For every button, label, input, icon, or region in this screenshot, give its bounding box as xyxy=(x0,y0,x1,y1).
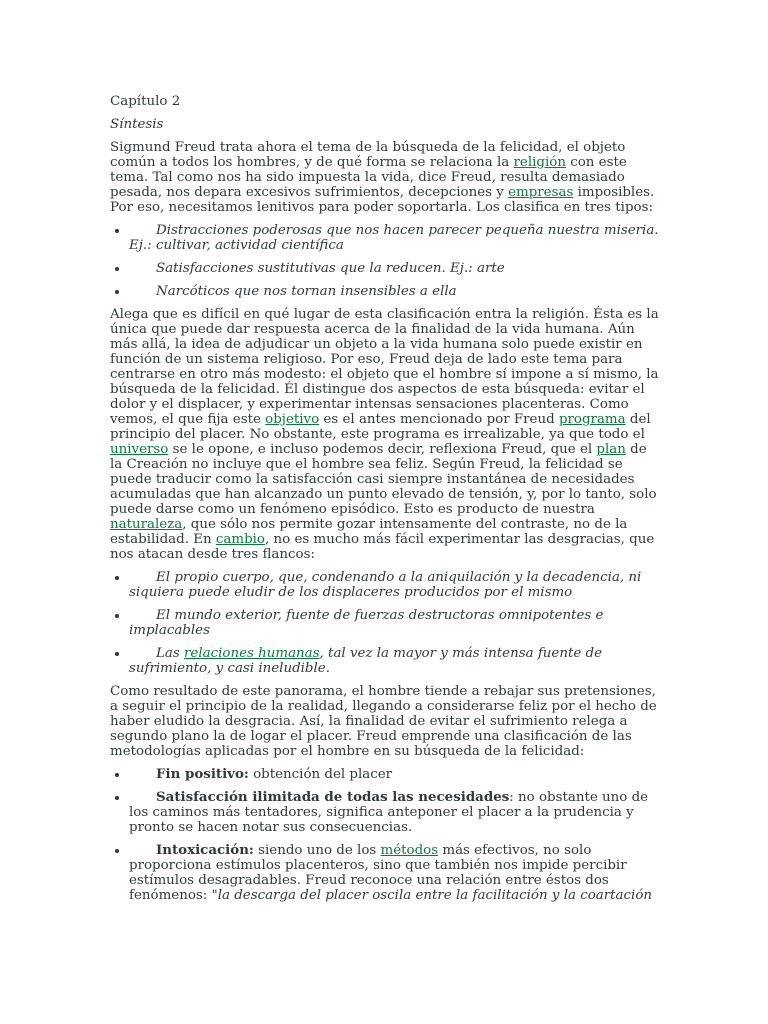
text-span: es el antes mencionado por Freud xyxy=(319,412,559,427)
list-item xyxy=(129,790,662,835)
link-metodos[interactable]: métodos xyxy=(380,843,439,858)
link-religion[interactable]: religión xyxy=(513,155,566,170)
text-span: , no es mucho más fácil experimentar las desgracias, que nos atacan desde tres flancos: xyxy=(110,532,655,562)
list-item-text: : no obstante uno de los caminos más tentadores, significa anteponer el placer a la prudencia y pronto se hacen notar sus consecuencias. xyxy=(129,790,649,835)
list-item xyxy=(129,284,662,299)
paragraph-intro xyxy=(110,140,662,215)
list-item-text: , tal vez la mayor y más intensa fuente de sufrimiento, y casi ineludible. xyxy=(129,646,603,676)
section-subtitle: Síntesis xyxy=(110,117,164,132)
text-span: imposibles. Por eso, necesitamos lenitivos para poder soportarla. Los clasifica en tres tipos: xyxy=(110,185,655,215)
list-item-text: Narcóticos que nos tornan insensibles a ella xyxy=(156,284,457,299)
text-span: del principio del placer. No obstante, este programa es irrealizable, ya que todo el xyxy=(110,412,651,442)
list-item-text: El mundo exterior, fuente de fuerzas destructoras omnipotentes e implacables xyxy=(129,608,604,638)
text-span: se le opone, e incluso podemos decir, reflexiona Freud, que el xyxy=(168,442,597,457)
chapter-heading: Capítulo 2 xyxy=(110,94,181,109)
link-empresas[interactable]: empresas xyxy=(508,185,574,200)
list-item xyxy=(129,843,662,903)
text-span: Alega que es difícil en qué lugar de esta clasificación entra la religión. Ésta es la única que puede dar respuesta acerca de la finalidad de la vida humana. Aún más allá, la idea de adjudicar un objeto a la vida humana solo puede existir en función de un sistema religioso. Por eso, Freud deja de lado este tema para centrarse en otro más modesto: el objeto que el hombre sí impone a sí mismo, la búsqueda de la felicidad. Él distingue dos aspectos de esta búsqueda: evitar el dolor y el displacer, y experimentar intensas sensaciones placenteras. Como vemos, el que fija este xyxy=(110,307,659,427)
text-span: , que sólo nos permite gozar intensamente del contraste, no de la estabilidad. En xyxy=(110,517,628,547)
text-span: Sigmund Freud trata ahora el tema de la búsqueda de la felicidad, el objeto común a todos los hombres, y de qué forma se relaciona la xyxy=(110,140,626,170)
list-item-text: El propio cuerpo, que, condenando a la aniquilación y la decadencia, ni siquiera puede eludir de los displaceres producidos por el mismo xyxy=(129,570,642,600)
link-cambio[interactable]: cambio xyxy=(215,532,265,547)
link-relaciones-humanas[interactable]: relaciones humanas xyxy=(184,646,320,661)
list-item-text: más efectivos, no solo proporciona estímulos placenteros, sino que también nos impide percibir estímulos desagradables. Freud reconoce una relación entre éstos dos fenómenos: " xyxy=(129,843,627,903)
text-span: con este tema. Tal como nos ha sido impuesta la vida, dice Freud, resulta demasiado pesada, nos depara excesivos sufrimientos, decepciones y xyxy=(110,155,627,200)
list-item xyxy=(129,767,662,782)
link-objetivo[interactable]: objetivo xyxy=(265,412,320,427)
quote-text: la descarga del placer oscila entre la facilitación y la coartación xyxy=(217,888,653,903)
text-span: de la Creación no incluye que el hombre sea feliz. Según Freud, la felicidad se puede traducir como la satisfacción casi siempre instantánea de necesidades acumuladas que han alcanzado un punto elevado de tensión, y, por lo tanto, solo puede darse como un fenómeno episódico. Esto es producto de nuestra xyxy=(110,442,657,517)
list-item-text: Las xyxy=(156,646,185,661)
flancos-list xyxy=(110,570,662,676)
paragraph-religion xyxy=(110,307,662,562)
list-item-text: Satisfacciones sustitutivas que la reducen. Ej.: arte xyxy=(156,261,505,276)
link-universo[interactable]: universo xyxy=(110,442,169,457)
list-item-text: siendo uno de los xyxy=(253,843,381,858)
list-item xyxy=(129,223,662,253)
link-naturaleza[interactable]: naturaleza xyxy=(110,517,183,532)
list-item xyxy=(129,608,662,638)
list-item-term: Fin positivo: xyxy=(156,766,249,782)
list-item xyxy=(129,646,662,676)
list-item-text: Distracciones poderosas que nos hacen parecer pequeña nuestra miseria. Ej.: cultivar, actividad científica xyxy=(129,223,659,253)
list-item-text: obtención del placer xyxy=(248,767,393,782)
list-item xyxy=(129,261,662,276)
metodologias-list xyxy=(110,767,662,903)
list-item xyxy=(129,570,662,600)
lenitivos-list xyxy=(110,223,662,299)
document-page xyxy=(110,94,662,911)
link-plan[interactable]: plan xyxy=(596,442,626,457)
list-item-term: Satisfacción ilimitada de todas las necesidades xyxy=(156,789,510,805)
link-programa[interactable]: programa xyxy=(558,412,626,427)
paragraph-panorama: Como resultado de este panorama, el hombre tiende a rebajar sus pretensiones, a seguir el principio de la realidad, llegando a considerarse feliz por el hecho de haber eludido la desgracia. Así, la finalidad de evitar el sufrimiento relega a segundo plano la de logar el placer. Freud emprende una clasificación de las metodologías aplicadas por el hombre en su búsqueda de la felicidad: xyxy=(110,684,657,759)
list-item-term: Intoxicación: xyxy=(156,842,254,858)
